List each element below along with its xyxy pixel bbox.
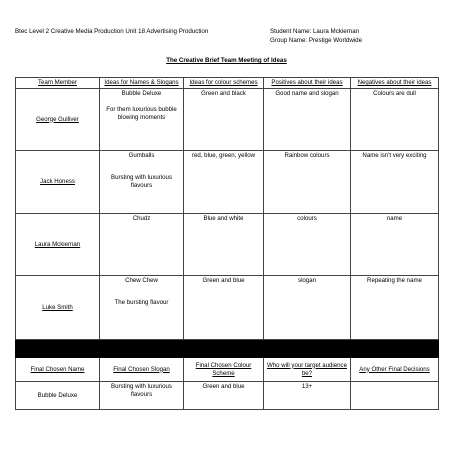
header-positives: Positives about their ideas bbox=[264, 78, 351, 89]
header-other-decisions: Any Other Final Decisions bbox=[351, 358, 439, 382]
table-row bbox=[16, 276, 439, 340]
positives: colours bbox=[264, 214, 351, 276]
header-colour-schemes: Ideas for colour schemes bbox=[184, 78, 264, 89]
table-row bbox=[16, 89, 439, 151]
table-row bbox=[16, 214, 439, 276]
colour-scheme: Blue and white bbox=[184, 214, 264, 276]
student-info bbox=[270, 27, 362, 45]
course-title: Btec Level 2 Creative Media Production Unit 18 Advertising Production bbox=[15, 28, 209, 35]
final-row bbox=[16, 382, 439, 410]
ideas-header-row bbox=[16, 78, 439, 89]
idea-cell bbox=[100, 151, 184, 214]
final-colours: Green and blue bbox=[184, 382, 264, 410]
positives: slogan bbox=[264, 276, 351, 340]
colour-scheme: Green and black bbox=[184, 89, 264, 151]
idea-name: Gumballs bbox=[128, 152, 155, 159]
colour-scheme: Green and blue bbox=[184, 276, 264, 340]
positives: Good name and slogan bbox=[264, 89, 351, 151]
negatives: Name isn't very exciting bbox=[351, 151, 439, 214]
header-target-audience: Who will your target audience be? bbox=[264, 358, 351, 382]
idea-cell bbox=[100, 89, 184, 151]
negatives: Repeating the name bbox=[351, 276, 439, 340]
negatives: Colours are dull bbox=[351, 89, 439, 151]
final-slogan: Bursting with luxurious flavours bbox=[100, 382, 184, 410]
final-name: Bubble Deluxe bbox=[16, 382, 100, 410]
idea-slogan: For them luxurious bubble blowing moments bbox=[106, 106, 177, 121]
idea-name: Chew Chew bbox=[125, 277, 158, 284]
other-decisions bbox=[351, 382, 439, 410]
idea-name: Chudz bbox=[132, 215, 151, 222]
idea-slogan: The bursting flavour bbox=[114, 299, 169, 306]
student-name: Student Name: Laura Mckiernan bbox=[270, 28, 360, 35]
header-names-slogans: Ideas for Names & Slogans bbox=[100, 78, 184, 89]
team-member-name: George Gulliver bbox=[16, 89, 100, 151]
positives: Rainbow colours bbox=[264, 151, 351, 214]
header-final-name: Final Chosen Name bbox=[16, 358, 100, 382]
black-divider bbox=[16, 340, 439, 358]
target-audience: 13+ bbox=[264, 382, 351, 410]
idea-slogan: Bursting with luxurious flavours bbox=[111, 174, 172, 189]
header-team-member: Team Member bbox=[16, 78, 100, 89]
team-member-name: Luke Smith bbox=[16, 276, 100, 340]
idea-name: Bubble Deluxe bbox=[121, 90, 162, 97]
negatives: name bbox=[351, 214, 439, 276]
ideas-table bbox=[15, 77, 439, 410]
idea-cell bbox=[100, 276, 184, 340]
team-member-name: Laura Mckiernan bbox=[16, 214, 100, 276]
divider-row bbox=[16, 340, 439, 358]
final-header-row bbox=[16, 358, 439, 382]
header-final-colour: Final Chosen Colour Scheme bbox=[184, 358, 264, 382]
group-name: Group Name: Prestige Worldwide bbox=[270, 37, 363, 44]
team-member-name: Jack Honess bbox=[16, 151, 100, 214]
document-title: The Creative Brief Team Meeting of Ideas bbox=[166, 57, 287, 64]
colour-scheme: red, blue, green, yellow bbox=[184, 151, 264, 214]
table-row bbox=[16, 151, 439, 214]
idea-cell bbox=[100, 214, 184, 276]
header-final-slogan: Final Chosen Slogan bbox=[100, 358, 184, 382]
header-negatives: Negatives about their ideas bbox=[351, 78, 439, 89]
